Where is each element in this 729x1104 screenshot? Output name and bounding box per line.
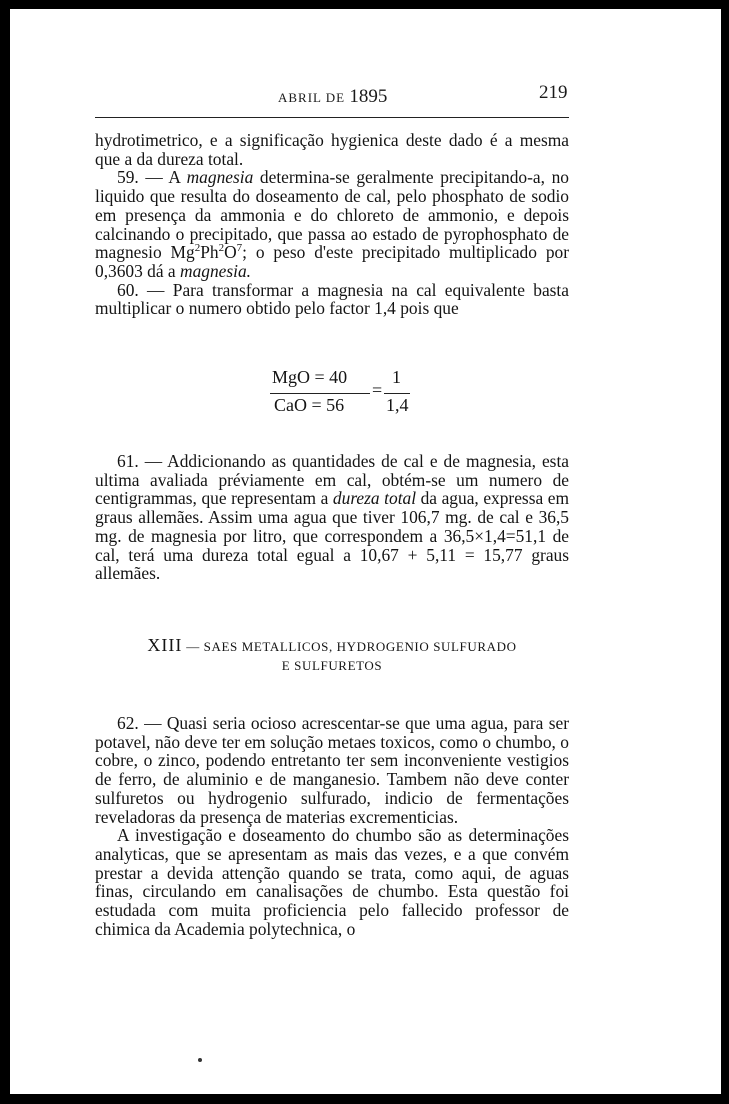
header-year: 1895 — [349, 86, 388, 107]
section-roman-numeral: XIII — [147, 635, 183, 655]
para-61-term: dureza total — [332, 488, 417, 509]
para-59-term2: magnesia. — [180, 260, 252, 281]
formula-denominator-left: CaO = 56 — [274, 395, 345, 415]
running-header — [10, 80, 721, 110]
document-page — [10, 9, 721, 1094]
formula-equals: = — [372, 380, 383, 400]
paragraph-59 — [95, 168, 569, 280]
para-59-text-a: determina-se geralmente precipitando-a, no liquido que resulta do doseamento de cal, pelo phosphato de sodio em presença da ammonia e do chloreto de ammonio, e depois calcinando o precipitado, que passa ao estado de pyrophosphato de magnesio Mg — [95, 167, 569, 263]
paragraph-61 — [95, 452, 569, 583]
equivalence-formula — [260, 367, 420, 423]
para-59-number: 59. — A — [117, 167, 187, 188]
paragraph-63: A investigação e doseamento do chumbo são as determinações analyticas, que se apresentam as mais das vezes, e a que convém prestar a devida attenção quando se trata, como aqui, de aguas finas, circulando em canalisações de chumbo. Esta questão foi estudada com muita proficiencia pelo fallecido professor de chimica da Academia polytechnica, o — [95, 825, 569, 939]
text-block-top — [95, 131, 569, 318]
para-59-formula-mid: Ph — [200, 242, 219, 263]
formula-fraction-bar-left — [270, 393, 370, 394]
text-block-middle — [95, 452, 569, 583]
section-title-line2: E SULFURETOS — [281, 658, 383, 673]
header-month: ABRIL DE — [278, 90, 350, 105]
header-title — [278, 86, 387, 108]
para-61-text-a: 61. — Addicionando as quantidades de cal e de magnesia, esta ultima avaliada préviamente em cal, obtém-se um numero de centigrammas, que representam a — [95, 451, 569, 509]
section-heading-line1 — [95, 636, 569, 656]
para-59-sup1: 2 — [194, 242, 201, 255]
para-59-formula-end: O — [224, 242, 237, 263]
paragraph-62: 62. — Quasi seria ocioso acrescentar-se que uma agua, para ser potavel, não deve ter em solução metaes toxicos, como o chumbo, o cobre, o zinco, podendo entretanto ter sem inconveniente vestigios de ferro, de aluminio e de manganesio. Tambem não deve conter sulfuretos ou hydrogenio sulfurado, indicio de fermentações reveladoras da presença de materias excrementicias. — [95, 713, 569, 827]
formula-numerator-left: MgO = 40 — [272, 367, 348, 387]
para-59-text-b: ; o peso d'este precipitado multiplicado por 0,3603 dá a — [95, 242, 570, 281]
formula-fraction-bar-right — [384, 393, 410, 394]
text-block-bottom — [95, 714, 569, 938]
paragraph-continuation: hydrotimetrico, e a significação hygienica deste dado é a mesma que a da dureza total. — [95, 130, 569, 169]
page-number: 219 — [539, 82, 568, 103]
para-59-sup3: 7 — [236, 242, 243, 255]
section-title-line1: — SAES METALLICOS, HYDROGENIO SULFURADO — [182, 639, 517, 654]
formula-denominator-right: 1,4 — [386, 395, 409, 415]
para-61-text-b: da agua, expressa em graus allemães. Assim uma agua que tiver 106,7 mg. de cal e 36,5 mg. de magnesia por litro, que correspondem a 36,5×1,4=51,1 de cal, terá uma dureza total egual a 10,67 + 5,11 = 15,77 graus allemães. — [95, 488, 569, 584]
paragraph-60: 60. — Para transformar a magnesia na cal equivalente basta multiplicar o numero obtido pelo factor 1,4 pois que — [95, 279, 569, 319]
header-rule — [95, 117, 569, 118]
printer-mark — [198, 1058, 202, 1062]
para-59-sup2: 2 — [218, 242, 225, 255]
formula-numerator-right: 1 — [392, 367, 401, 387]
para-59-term: magnesia — [186, 167, 254, 188]
section-heading — [95, 636, 569, 675]
